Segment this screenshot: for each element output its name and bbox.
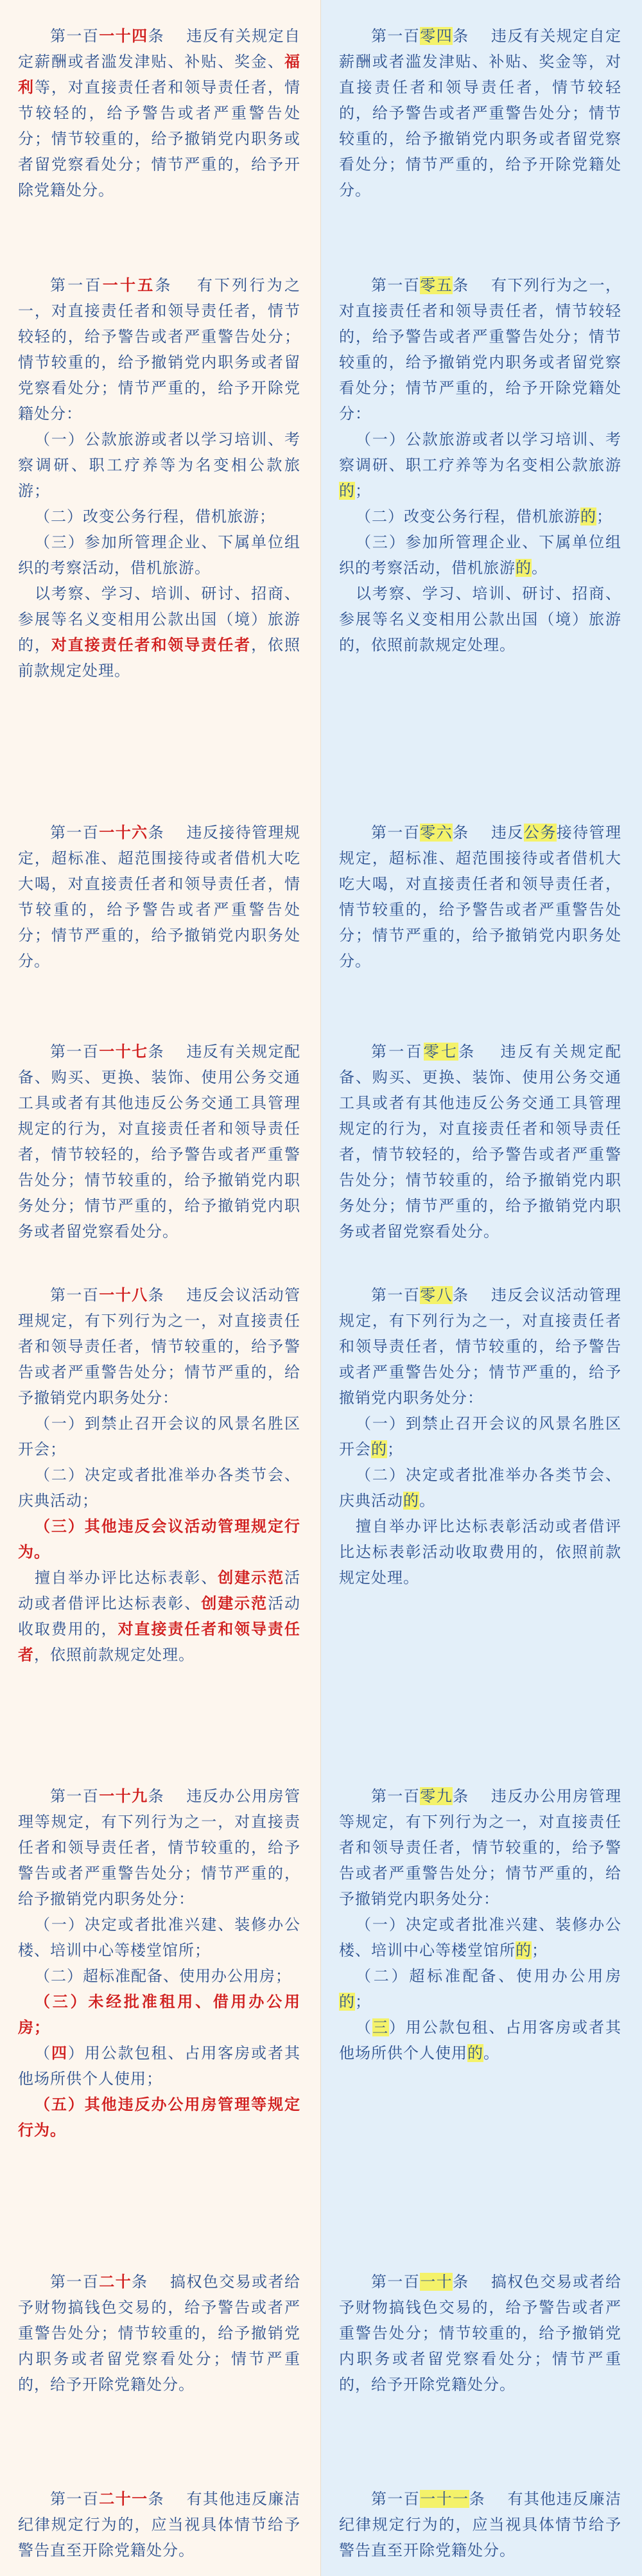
text-segment: 条 搞权色交易或者给予财物搞钱色交易的，给予警告或者严重警告处分；情节较重的，给予撤销党内职务或者留党察看处分；情节严重的，给予开除党籍处分。 xyxy=(339,2273,622,2394)
text-segment: 等，对直接责任者和领导责任者，情节较轻的，给予警告或者严重警告处分；情节较重的，给予撤销党内职务或者留党察看处分；情节严重的，给予开除党籍处分。 xyxy=(18,78,300,199)
removed-text: 四 xyxy=(51,2044,68,2062)
paragraph xyxy=(339,1039,621,1244)
article-111 xyxy=(339,2486,621,2563)
text-segment: ； xyxy=(355,1993,371,2011)
text-segment: （ xyxy=(35,2044,51,2062)
text-segment: ； xyxy=(596,507,612,525)
text-segment: 第一百 xyxy=(371,276,421,294)
article-110 xyxy=(339,2269,621,2397)
paragraph xyxy=(18,1565,300,1668)
text-segment: 条 违反会议活动管理规定，有下列行为之一，对直接责任者和领导责任者，情节较重的，给予警告或者严重警告处分；情节严重的，给予撤销党内职务处分： xyxy=(339,1286,622,1407)
list-item xyxy=(18,1963,300,1989)
list-item xyxy=(339,1963,621,2015)
article-108 xyxy=(339,1282,621,1591)
text-segment: （ xyxy=(356,2018,372,2036)
removed-text: 对直接责任者和领导责任者 xyxy=(51,636,252,654)
list-item xyxy=(339,2015,621,2066)
paragraph xyxy=(18,581,300,684)
changed-text: 零六 xyxy=(420,824,453,842)
text-segment: 。 xyxy=(419,1492,435,1510)
paragraph xyxy=(339,23,621,203)
text-segment: （三）参加所管理企业、下属单位组织的考察活动，借机旅游。 xyxy=(18,533,300,577)
paragraph xyxy=(18,1039,300,1244)
article-115 xyxy=(18,272,300,684)
paragraph xyxy=(339,820,621,974)
removed-text: （三）其他违反会议活动管理规定行为。 xyxy=(18,1517,300,1561)
text-segment: 第一百 xyxy=(50,824,100,842)
list-item xyxy=(18,427,300,504)
list-item xyxy=(18,1513,300,1565)
article-119 xyxy=(18,1783,300,2143)
list-item xyxy=(339,529,621,581)
text-segment: ； xyxy=(355,482,371,500)
article-107 xyxy=(339,1039,621,1244)
text-segment: 条 有下列行为之一，对直接责任者和领导责任者，情节较轻的，给予警告或者严重警告处分；情节较重的，给予撤销党内职务或者留党察看处分；情节严重的，给予开除党籍处分： xyxy=(339,276,622,423)
text-segment: （二）改变公务行程，借机旅游 xyxy=(356,507,580,525)
article-117 xyxy=(18,1039,300,1244)
paragraph xyxy=(339,1282,621,1411)
list-item xyxy=(18,1912,300,1963)
changed-text: 的 xyxy=(339,482,355,500)
list-item xyxy=(18,1411,300,1462)
text-segment: ）用公款包租、占用客房或者其他场所供个人使用； xyxy=(18,2044,301,2088)
text-segment: 第一百 xyxy=(50,1286,100,1304)
changed-text: 的 xyxy=(339,1993,355,2011)
changed-text: 的 xyxy=(516,1941,532,1959)
removed-text: 一十八 xyxy=(99,1286,148,1304)
text-segment: 活动或者借评比达标表彰、 xyxy=(18,1569,301,1612)
list-item xyxy=(18,1989,300,2040)
text-segment: 条 违反有关规定配备、购买、更换、装饰、使用公务交通工具或者有其他违反公务交通工具管理规定的行为，对直接责任者和领导责任者，情节较轻的，给予警告或者严重警告处分；情节较重的，给予撤销党内职务处分；情节严重的，给予撤销党内职务或者留党察看处分。 xyxy=(339,1043,622,1240)
list-item xyxy=(339,1462,621,1513)
text-segment: （一）到禁止召开会议的风景名胜区开会 xyxy=(339,1415,621,1458)
article-106 xyxy=(339,820,621,974)
list-item xyxy=(18,529,300,581)
changed-text: 的 xyxy=(580,507,596,525)
text-segment: （一）公款旅游或者以学习培训、考察调研、职工疗养等为名变相公款旅游； xyxy=(18,430,300,500)
removed-text: 对直接责任者和领导责任者 xyxy=(18,1620,300,1664)
text-segment: 条 违反有关规定配备、购买、更换、装饰、使用公务交通工具或者有其他违反公务交通工具管理规定的行为，对直接责任者和领导责任者，情节较轻的，给予警告或者严重警告处分；情节较重的，给予撤销党内职务处分；情节严重的，给予撤销党内职务或者留党察看处分。 xyxy=(18,1043,301,1240)
article-120 xyxy=(18,2269,300,2397)
text-segment: 第一百 xyxy=(50,2273,100,2291)
article-118 xyxy=(18,1282,300,1668)
text-segment: 条 违反有关规定自定薪酬或者滥发津贴、补贴、奖金等，对直接责任者和领导责任者，情节较轻的，给予警告或者严重警告处分；情节较重的，给予撤销党内职务或者留党察看处分；情节严重的，给予开除党籍处分。 xyxy=(339,27,622,199)
paragraph xyxy=(339,272,621,427)
text-segment: （一）到禁止召开会议的风景名胜区开会； xyxy=(18,1415,300,1458)
removed-text: 一十九 xyxy=(99,1787,148,1805)
paragraph xyxy=(339,2486,621,2563)
text-segment: ； xyxy=(532,1941,548,1959)
paragraph xyxy=(339,581,621,658)
list-item xyxy=(339,1912,621,1963)
text-segment: 第一百 xyxy=(371,1286,421,1304)
changed-text: 三 xyxy=(372,2018,389,2036)
text-segment: （一）公款旅游或者以学习培训、考察调研、职工疗养等为名变相公款旅游 xyxy=(339,430,621,474)
article-121 xyxy=(18,2486,300,2563)
changed-text: 零八 xyxy=(420,1286,453,1304)
changed-text: 零九 xyxy=(420,1787,453,1805)
text-segment: 以考察、学习、培训、研讨、招商、参展等名义变相用公款出国（境）旅游的，依照前款规定处理。 xyxy=(339,585,621,654)
text-segment: 接待管理规定，超标准、超范围接待或者借机大吃大喝，对直接责任者和领导责任者，情节较重的，给予警告或者严重警告处分；情节严重的，给予撤销党内职务处分。 xyxy=(339,824,622,970)
paragraph xyxy=(339,1783,621,1912)
text-segment: 第一百 xyxy=(371,2273,421,2291)
text-segment: 条 搞权色交易或者给予财物搞钱色交易的，给予警告或者严重警告处分；情节较重的，给予撤销党内职务或者留党察看处分；情节严重的，给予开除党籍处分。 xyxy=(18,2273,301,2394)
removed-text: 一十七 xyxy=(99,1043,148,1061)
paragraph xyxy=(18,1783,300,1912)
text-segment: （二）改变公务行程，借机旅游； xyxy=(35,507,275,525)
changed-text: 零五 xyxy=(420,276,453,294)
list-item xyxy=(339,427,621,504)
paragraph xyxy=(18,23,300,203)
removed-text: 一十五 xyxy=(102,276,155,294)
text-segment: 活动收取费用的， xyxy=(18,1594,300,1638)
article-109 xyxy=(339,1783,621,2066)
removed-text: 创建示范 xyxy=(218,1569,285,1587)
removed-text: 一十四 xyxy=(99,27,148,45)
text-segment: 第一百 xyxy=(50,1787,100,1805)
text-segment: （三）参加所管理企业、下属单位组织的考察活动，借机旅游 xyxy=(339,533,621,577)
text-segment: 擅自举办评比达标表彰活动或者借评比达标表彰活动收取费用的，依照前款规定处理。 xyxy=(339,1517,621,1587)
text-segment: ，依照前款规定处理。 xyxy=(34,1646,195,1664)
text-segment: 条 违反 xyxy=(453,824,524,842)
paragraph xyxy=(18,820,300,974)
text-segment: 第一百 xyxy=(50,1043,100,1061)
text-segment: 条 违反办公用房管理等规定，有下列行为之一，对直接责任者和领导责任者，情节较重的，给予警告或者严重警告处分；情节严重的，给予撤销党内职务处分： xyxy=(339,1787,622,1908)
removed-text: 一十六 xyxy=(99,824,148,842)
text-segment: 条 违反有关规定自定薪酬或者滥发津贴、补贴、奖金、 xyxy=(18,27,301,71)
text-segment: 条 有其他违反廉洁纪律规定行为的，应当视具体情节给予警告直至开除党籍处分。 xyxy=(339,2490,622,2559)
text-segment: （一）决定或者批准兴建、装修办公楼、培训中心等楼堂馆所； xyxy=(18,1916,300,1959)
text-segment: ，依照前款规定处理。 xyxy=(18,636,300,680)
changed-text: 零七 xyxy=(423,1043,459,1061)
changed-text: 的 xyxy=(516,559,532,577)
text-segment: 条 违反接待管理规定，超标准、超范围接待或者借机大吃大喝，对直接责任者和领导责任者，情节较重的，给予警告或者严重警告处分；情节严重的，给予撤销党内职务处分。 xyxy=(18,824,301,970)
text-segment: 条 有下列行为之一，对直接责任者和领导责任者，情节较轻的，给予警告或者严重警告处分；情节较重的，给予撤销党内职务或者留党察看处分；情节严重的，给予开除党籍处分： xyxy=(18,276,301,423)
text-segment: （二）决定或者批准举办各类节会、庆典活动； xyxy=(18,1466,300,1510)
changed-text: 一十 xyxy=(420,2273,453,2291)
removed-text: 二十 xyxy=(99,2273,132,2291)
text-segment: 第一百 xyxy=(371,824,421,842)
article-116 xyxy=(18,820,300,974)
list-item xyxy=(18,1462,300,1513)
text-segment: 条 有其他违反廉洁纪律规定行为的，应当视具体情节给予警告直至开除党籍处分。 xyxy=(18,2490,301,2559)
removed-text: （三）未经批准租用、借用办公用房； xyxy=(18,1993,300,2036)
list-item xyxy=(339,504,621,529)
text-segment: 条 违反办公用房管理等规定，有下列行为之一，对直接责任者和领导责任者，情节较重的，给予警告或者严重警告处分；情节严重的，给予撤销党内职务处分： xyxy=(18,1787,301,1908)
changed-text: 一十一 xyxy=(420,2490,469,2508)
article-105 xyxy=(339,272,621,658)
paragraph xyxy=(18,1282,300,1411)
text-segment: 以考察、学习、培训、研讨、招商、参展等名义变相用公款出国（境）旅游的， xyxy=(18,585,300,654)
text-segment: （一）决定或者批准兴建、装修办公楼、培训中心等楼堂馆所 xyxy=(339,1916,621,1959)
paragraph xyxy=(339,1513,621,1591)
removed-text: 福利 xyxy=(18,53,300,96)
text-segment: （二）决定或者批准举办各类节会、庆典活动 xyxy=(339,1466,621,1510)
changed-text: 零四 xyxy=(420,27,453,45)
removed-text: 二十一 xyxy=(99,2490,148,2508)
text-segment: 第一百 xyxy=(371,1787,421,1805)
text-segment: 第一百 xyxy=(50,27,100,45)
text-segment: 第一百 xyxy=(371,27,421,45)
text-segment: 。 xyxy=(483,2044,499,2062)
list-item xyxy=(18,504,300,529)
list-item xyxy=(18,2040,300,2092)
text-segment: ）用公款包租、占用客房或者其他场所供个人使用 xyxy=(339,2018,622,2062)
new-version-column xyxy=(321,0,642,2576)
paragraph xyxy=(18,2269,300,2397)
text-segment: 第一百 xyxy=(50,2490,100,2508)
list-item xyxy=(339,1411,621,1462)
paragraph xyxy=(339,2269,621,2397)
text-segment: 第一百 xyxy=(371,1043,424,1061)
changed-text: 的 xyxy=(467,2044,483,2062)
changed-text: 的 xyxy=(403,1492,419,1510)
changed-text: 的 xyxy=(371,1440,387,1458)
removed-text: 创建示范 xyxy=(201,1594,268,1612)
text-segment: 第一百 xyxy=(50,276,103,294)
text-segment: （二）超标准配备、使用办公用房 xyxy=(356,1967,621,1985)
paragraph xyxy=(18,2486,300,2563)
article-114 xyxy=(18,23,300,203)
text-segment: 擅自举办评比达标表彰、 xyxy=(35,1569,218,1587)
list-item xyxy=(18,2092,300,2143)
article-104 xyxy=(339,23,621,203)
paragraph xyxy=(18,272,300,427)
text-segment: （二）超标准配备、使用办公用房； xyxy=(35,1967,291,1985)
text-segment: 条 违反会议活动管理规定，有下列行为之一，对直接责任者和领导责任者，情节较重的，给予警告或者严重警告处分；情节严重的，给予撤销党内职务处分： xyxy=(18,1286,301,1407)
text-segment: 。 xyxy=(532,559,548,577)
text-segment: 第一百 xyxy=(371,2490,421,2508)
text-segment: ； xyxy=(387,1440,403,1458)
changed-text: 公务 xyxy=(523,824,557,842)
removed-text: （五）其他违反办公用房管理等规定行为。 xyxy=(18,2095,300,2139)
